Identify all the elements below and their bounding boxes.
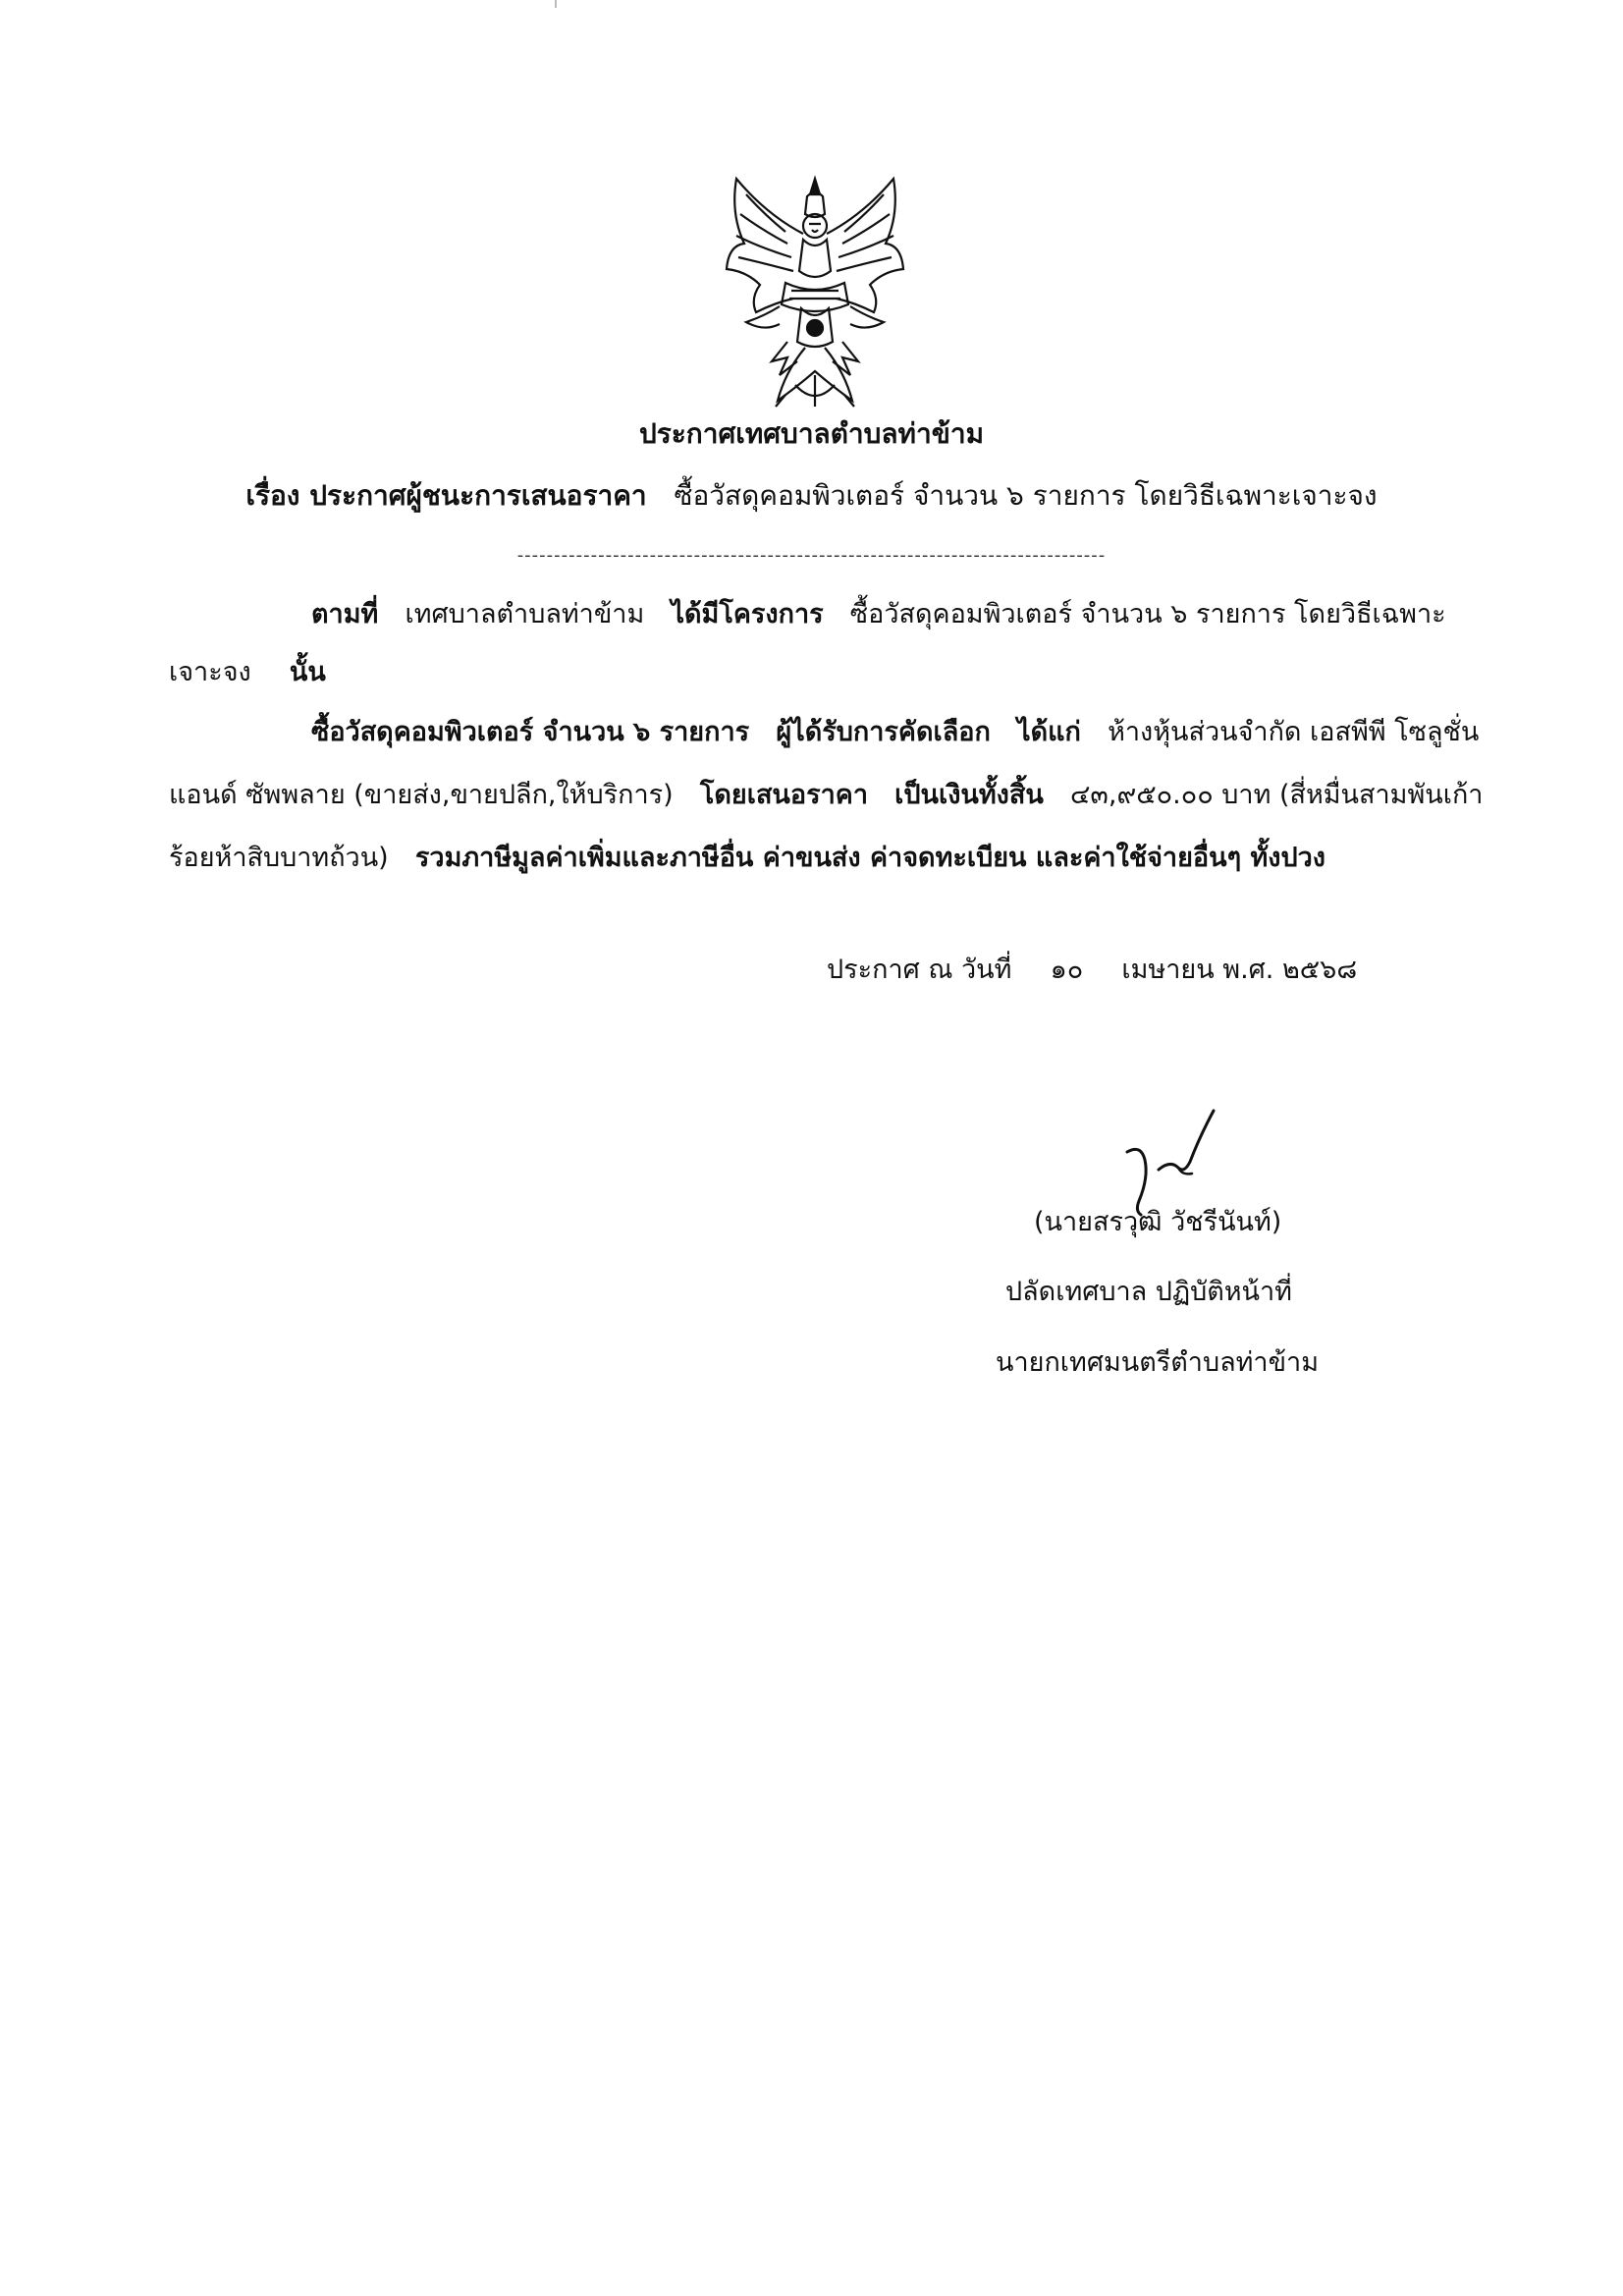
scan-artifact — [555, 0, 557, 8]
p2-amount: ๔๓,๙๕๐.๐๐ บาท (สี่หมื่นสามพันเก้า — [1069, 780, 1484, 810]
p2-tax: รวมภาษีมูลค่าเพิ่มและภาษีอื่น ค่าขนส่ง ค่าจดทะเบียน และค่าใช้จ่ายอื่นๆ ทั้งปวง — [414, 843, 1325, 873]
divider-line: -------------------------------------------------------------------------------- — [516, 545, 1107, 566]
garuda-emblem — [717, 175, 913, 410]
subject-label: เรื่อง ประกาศผู้ชนะการเสนอราคา — [245, 479, 647, 512]
p2-winner-cont: แอนด์ ซัพพลาย (ขายส่ง,ขายปลีก,ให้บริการ) — [169, 780, 674, 810]
paragraph-2-line-1 — [311, 715, 1479, 750]
p2-amount-words: ร้อยห้าสิบบาทถ้วน) — [169, 843, 389, 873]
p1-end: นั้น — [289, 657, 326, 687]
p2-winner: ห้างหุ้นส่วนจำกัด เอสพีพี โซลูชั่น — [1108, 717, 1480, 747]
signatory-position-2: นายกเทศมนตรีตำบลท่าข้าม — [996, 1347, 1319, 1378]
p1-org: เทศบาลตำบลท่าข้าม — [405, 599, 645, 629]
p1-label: ตามที่ — [311, 599, 379, 629]
announcement-title: ประกาศเทศบาลตำบลท่าข้าม — [638, 417, 985, 450]
paragraph-2-line-2 — [169, 778, 1483, 813]
p1-cont: เจาะจง — [169, 657, 251, 687]
signatory-name: (นายสรวุฒิ วัชรีนันท์) — [1034, 1207, 1282, 1237]
p1-project: ซื้อวัสดุคอมพิวเตอร์ จำนวน ๖ รายการ โดยวิธีเฉพาะ — [849, 599, 1446, 629]
date-month-year: เมษายน พ.ศ. ๒๕๖๘ — [1121, 955, 1358, 985]
date-day: ๑๐ — [1050, 955, 1084, 985]
p2-item: ซื้อวัสดุคอมพิวเตอร์ จำนวน ๖ รายการ — [311, 717, 750, 747]
p2-winner-is: ได้แก่ — [1017, 717, 1081, 747]
subject-text: ซื้อวัสดุคอมพิวเตอร์ จำนวน ๖ รายการ โดยวิธีเฉพาะเจาะจง — [674, 479, 1378, 512]
p2-price-mid: เป็นเงินทั้งสิ้น — [894, 780, 1044, 810]
signatory-position-1: ปลัดเทศบาล ปฏิบัติหน้าที่ — [1005, 1277, 1292, 1307]
p1-mid: ได้มีโครงการ — [671, 599, 824, 629]
p2-price-label: โดยเสนอราคา — [699, 780, 868, 810]
announcement-date — [827, 953, 1357, 988]
date-prefix: ประกาศ ณ วันที่ — [827, 955, 1012, 985]
paragraph-2-line-3 — [169, 841, 1325, 876]
paragraph-1-line-1 — [311, 597, 1446, 632]
p2-winner-label: ผู้ได้รับการคัดเลือก — [776, 717, 991, 747]
paragraph-1-line-2 — [169, 655, 326, 690]
announcement-subject — [0, 478, 1623, 514]
